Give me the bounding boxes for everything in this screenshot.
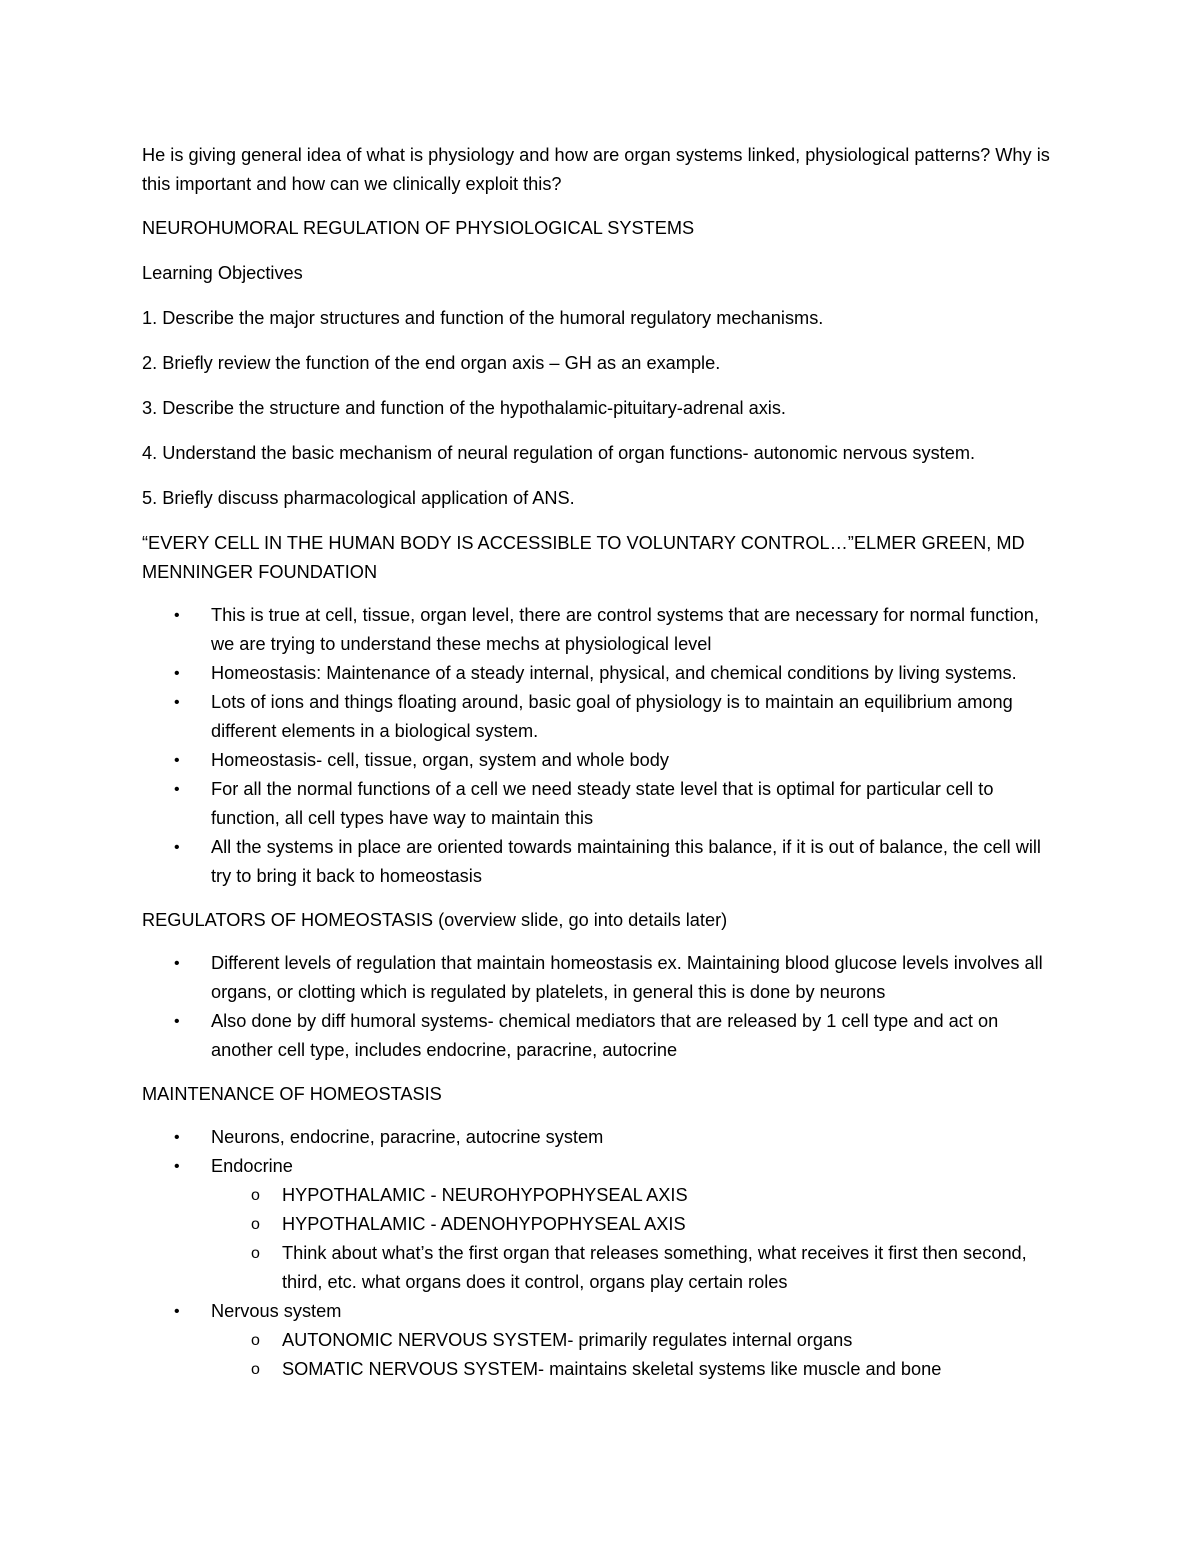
sub-bullet-marker: o: [251, 1187, 260, 1204]
bullet-marker: •: [174, 665, 180, 682]
objective-item: 4. Understand the basic mechanism of neural regulation of organ functions- autonomic nervous system.: [142, 443, 976, 463]
objective-item: 5. Briefly discuss pharmacological application of ANS.: [142, 488, 575, 508]
regulators-bullet-list: [142, 949, 1062, 1065]
sub-bullet-marker: o: [251, 1361, 260, 1378]
maintenance-heading: MAINTENANCE OF HOMEOSTASIS: [142, 1084, 442, 1104]
objective-item: 2. Briefly review the function of the end organ axis – GH as an example.: [142, 353, 721, 373]
sub-list-item-text: AUTONOMIC NERVOUS SYSTEM- primarily regulates internal organs: [282, 1330, 853, 1350]
list-item: [142, 833, 1062, 891]
list-item-text: Homeostasis- cell, tissue, organ, system and whole body: [211, 750, 669, 770]
sub-list-item: [211, 1181, 1062, 1210]
sub-list-item-text: HYPOTHALAMIC - NEUROHYPOPHYSEAL AXIS: [282, 1185, 688, 1205]
bullet-marker: •: [174, 781, 180, 798]
nervous-sub-list: [211, 1326, 1062, 1384]
list-item: [142, 775, 1062, 833]
objectives-heading: Learning Objectives: [142, 263, 303, 283]
sub-list-item-text: HYPOTHALAMIC - ADENOHYPOPHYSEAL AXIS: [282, 1214, 686, 1234]
bullet-marker: •: [174, 1303, 180, 1320]
list-item: [142, 1297, 1062, 1384]
intro-paragraph: He is giving general idea of what is physiology and how are organ systems linked, physiological patterns? Why is this important and how can we clinically exploit this?: [142, 145, 1050, 194]
bullet-marker: •: [174, 1158, 180, 1175]
list-item-text: Endocrine: [211, 1156, 293, 1176]
regulators-heading: REGULATORS OF HOMEOSTASIS (overview slide, go into details later): [142, 910, 728, 930]
sub-list-item-text: Think about what’s the first organ that releases something, what receives it first then second, third, etc. what organs does it control, organs play certain roles: [282, 1243, 1027, 1292]
document-body: [142, 141, 1062, 1399]
sub-bullet-marker: o: [251, 1332, 260, 1349]
list-item-text: Homeostasis: Maintenance of a steady internal, physical, and chemical conditions by living systems.: [211, 663, 1017, 683]
bullet-marker: •: [174, 752, 180, 769]
sub-bullet-marker: o: [251, 1245, 260, 1262]
sub-list-item-text: SOMATIC NERVOUS SYSTEM- maintains skeletal systems like muscle and bone: [282, 1359, 942, 1379]
list-item-text: Also done by diff humoral systems- chemical mediators that are released by 1 cell type and act on another cell type, includes endocrine, paracrine, autocrine: [211, 1011, 999, 1060]
list-item-text: Different levels of regulation that maintain homeostasis ex. Maintaining blood glucose levels involves all organs, or clotting which is regulated by platelets, in general this is done by neurons: [211, 953, 1043, 1002]
document-title: NEUROHUMORAL REGULATION OF PHYSIOLOGICAL SYSTEMS: [142, 218, 695, 238]
bullet-marker: •: [174, 955, 180, 972]
list-item-text: For all the normal functions of a cell we need steady state level that is optimal for particular cell to function, all cell types have way to maintain this: [211, 779, 994, 828]
quote-bullet-list: [142, 601, 1062, 891]
list-item: [142, 949, 1062, 1007]
sub-list-item: [211, 1355, 1062, 1384]
list-item: [142, 746, 1062, 775]
endocrine-sub-list: [211, 1181, 1062, 1297]
sub-list-item: [211, 1326, 1062, 1355]
bullet-marker: •: [174, 839, 180, 856]
list-item-text: All the systems in place are oriented towards maintaining this balance, if it is out of balance, the cell will try to bring it back to homeostasis: [211, 837, 1041, 886]
bullet-marker: •: [174, 1129, 180, 1146]
list-item-text: This is true at cell, tissue, organ level, there are control systems that are necessary for normal function, we are trying to understand these mechs at physiological level: [211, 605, 1039, 654]
bullet-marker: •: [174, 694, 180, 711]
objective-item: 3. Describe the structure and function of the hypothalamic-pituitary-adrenal axis.: [142, 398, 786, 418]
list-item-text: Nervous system: [211, 1301, 342, 1321]
quote-paragraph: “EVERY CELL IN THE HUMAN BODY IS ACCESSIBLE TO VOLUNTARY CONTROL…”ELMER GREEN, MD MENNINGER FOUNDATION: [142, 533, 1025, 582]
sub-list-item: [211, 1210, 1062, 1239]
maintenance-bullet-list: [142, 1123, 1062, 1384]
list-item: [142, 1152, 1062, 1297]
list-item: [142, 601, 1062, 659]
list-item-text: Neurons, endocrine, paracrine, autocrine system: [211, 1127, 604, 1147]
list-item: [142, 659, 1062, 688]
sub-list-item: [211, 1239, 1062, 1297]
list-item: [142, 1123, 1062, 1152]
list-item: [142, 1007, 1062, 1065]
sub-bullet-marker: o: [251, 1216, 260, 1233]
objective-item: 1. Describe the major structures and function of the humoral regulatory mechanisms.: [142, 308, 824, 328]
list-item-text: Lots of ions and things floating around, basic goal of physiology is to maintain an equilibrium among different elements in a biological system.: [211, 692, 1013, 741]
bullet-marker: •: [174, 607, 180, 624]
list-item: [142, 688, 1062, 746]
bullet-marker: •: [174, 1013, 180, 1030]
